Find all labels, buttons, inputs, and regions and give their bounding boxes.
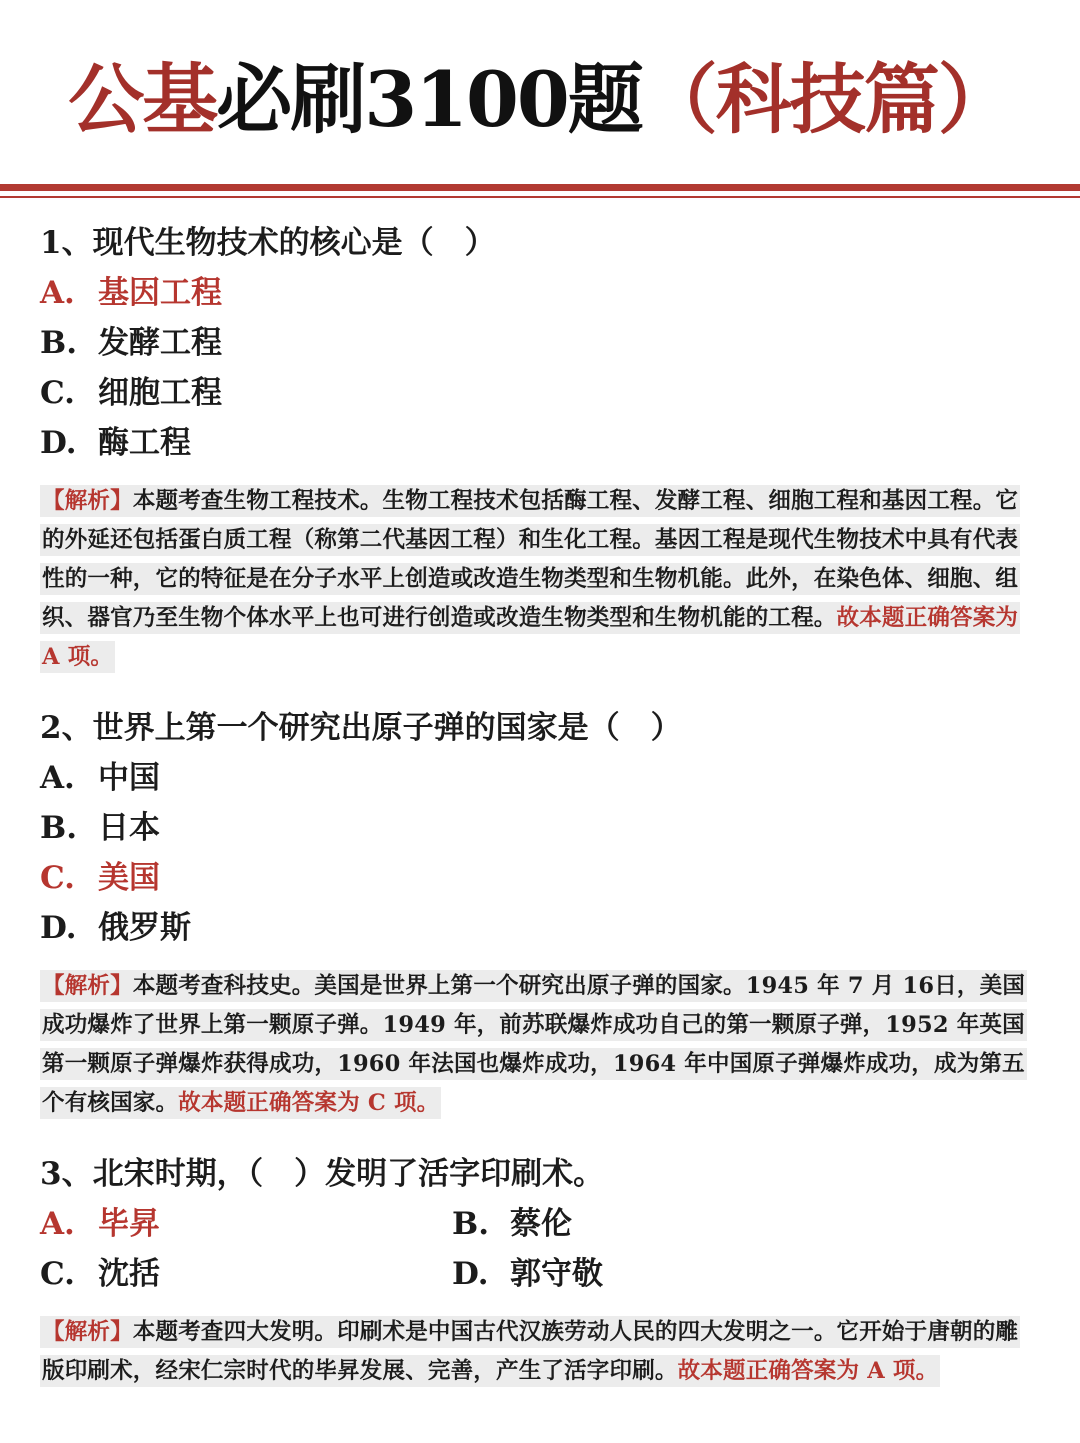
option-b: B. 蔡伦	[452, 1206, 572, 1242]
explanation-tag: 【解析】	[42, 488, 133, 514]
explanation-body: 本题考查科技史。美国是世界上第一个研究出原子弹的国家。1945 年 7 月 16日，美国成功爆炸了世界上第一颗原子弹。1949 年，前苏联爆炸成功自己的第一颗原子弹，1952 年英国第一颗原子弹爆炸获得成功，1960 年法国也爆炸成功，1964 年中国原子弹爆炸成功，成为第五个有核国家。	[42, 973, 1026, 1116]
option-c: C. 沈括	[40, 1256, 160, 1292]
option-d: D. 酶工程	[40, 425, 191, 461]
explanation-body: 本题考查生物工程技术。生物工程技术包括酶工程、发酵工程、细胞工程和基因工程。它的外延还包括蛋白质工程（称第二代基因工程）和生化工程。基因工程是现代生物技术中具有代表性的一种，它的特征是在分子水平上创造或改造生物类型和生物机能。此外，在染色体、细胞、组织、器官乃至生物个体水平上也可进行创造或改造生物类型和生物机能的工程。	[42, 488, 1019, 631]
explanation-tag: 【解析】	[42, 1319, 133, 1345]
option-a: A. 中国	[40, 760, 160, 796]
option-c: C. 美国	[40, 860, 160, 896]
explanation-tag: 【解析】	[42, 973, 133, 999]
question-list	[40, 218, 1040, 1417]
explanation	[40, 1313, 1040, 1391]
explanation-body: 本题考查四大发明。印刷术是中国古代汉族劳动人民的四大发明之一。它开始于唐朝的雕版印刷术，经宋仁宗时代的毕昇发展、完善，产生了活字印刷。	[42, 1319, 1019, 1384]
option-d: D. 郭守敬	[452, 1256, 603, 1292]
explanation-answer: 故本题正确答案为 A 项。	[677, 1358, 939, 1384]
header	[0, 0, 1080, 205]
question-stem: 1、现代生物技术的核心是（ ）	[40, 225, 496, 261]
option-c: C. 细胞工程	[40, 375, 222, 411]
explanation-answer: 故本题正确答案为 A 项。	[42, 605, 1019, 670]
option-a: A. 基因工程	[40, 275, 222, 311]
header-divider-thick	[0, 184, 1080, 191]
option-b: B. 日本	[40, 810, 160, 846]
explanation	[40, 967, 1040, 1123]
question-stem: 3、北宋时期，（ ）发明了活字印刷术。	[40, 1156, 605, 1192]
question-1	[40, 218, 1040, 677]
explanation	[40, 482, 1040, 677]
option-d: D. 俄罗斯	[40, 910, 191, 946]
question-2	[40, 703, 1040, 1123]
header-divider-thin	[0, 196, 1080, 198]
title-black-part: 必刷3100题	[216, 55, 642, 144]
title-red-part: 公基	[68, 55, 217, 144]
explanation-answer: 故本题正确答案为 C 项。	[178, 1090, 440, 1116]
question-3	[40, 1149, 1040, 1391]
option-grid	[40, 1199, 1040, 1299]
title-paren-part: （科技篇）	[641, 55, 1012, 144]
option-b: B. 发酵工程	[40, 325, 222, 361]
option-a: A. 毕昇	[40, 1206, 160, 1242]
question-stem: 2、世界上第一个研究出原子弹的国家是（ ）	[40, 710, 682, 746]
page-title	[0, 40, 1080, 160]
